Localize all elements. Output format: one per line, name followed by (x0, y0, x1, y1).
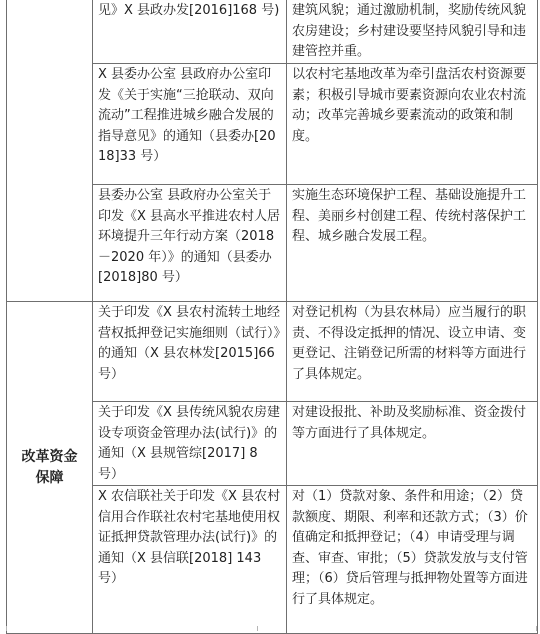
policy-content-cell: 以农村宅基地改革为牵引盘活农村资源要素；积极引导城市要素资源向农业农村流动；改革完善城乡要素流动的政策和制度。 (287, 64, 538, 185)
policy-content-cell: 实施生态环境保护工程、基础设施提升工程、美丽乡村创建工程、传统村落保护工程、城乡融合发展工程。 (287, 185, 538, 302)
page-bottom-marks (0, 620, 540, 630)
margin-mark (6, 626, 7, 631)
category-cell-blank (7, 0, 93, 302)
policy-content-cell: 对登记机构（为县农林局）应当履行的职责、不得设定抵押的情况、设立申请、变更登记、注销登记所需的材料等方面进行了具体规定。 (287, 302, 538, 402)
policy-document-cell: 见》X 县政办发[2016]168 号) (93, 0, 287, 64)
margin-mark (536, 626, 537, 631)
policy-document-cell: 关于印发《X 县传统风貌农房建设专项资金管理办法(试行)》的通知（X 县规管综[2017] 8 号） (93, 402, 287, 486)
policy-document-cell: 关于印发《X 县农村流转土地经营权抵押登记实施细则（试行）》的通知（X 县农林发[2015]66 号） (93, 302, 287, 402)
policy-table (6, 0, 538, 634)
policy-document-cell: X 县委办公室 县政府办公室印发《关于实施“三抢联动、双向流动”工程推进城乡融合发展的指导意见》的通知（县委办[2018]33 号） (93, 64, 287, 185)
table-row (7, 302, 538, 402)
category-cell-funding: 改革资金保障 (7, 302, 93, 634)
policy-content-cell: 对建设报批、补助及奖励标准、资金拨付等方面进行了具体规定。 (287, 402, 538, 486)
policy-document-cell: X 农信联社关于印发《X 县农村信用合作联社农村宅基地使用权证抵押贷款管理办法(试行)》的通知（X 县信联[2018] 143 号） (93, 486, 287, 634)
policy-content-cell: 对（1）贷款对象、条件和用途；（2）贷款额度、期限、利率和还款方式；（3）价值确定和抵押登记；（4）申请受理与调查、审查、审批；（5）贷款发放与支付管理；（6）贷后管理与抵押物处置等方面进行了具体规定。 (287, 486, 538, 634)
margin-mark (257, 626, 258, 631)
table-row (7, 0, 538, 64)
policy-content-cell: 建筑风貌；通过激励机制，奖励传统风貌农房建设；乡村建设要坚持风貌引导和违建管控并重。 (287, 0, 538, 64)
policy-document-cell: 县委办公室 县政府办公室关于印发《X 县高水平推进农村人居环境提升三年行动方案（2018－2020 年）》的通知（县委办[2018]80 号） (93, 185, 287, 302)
